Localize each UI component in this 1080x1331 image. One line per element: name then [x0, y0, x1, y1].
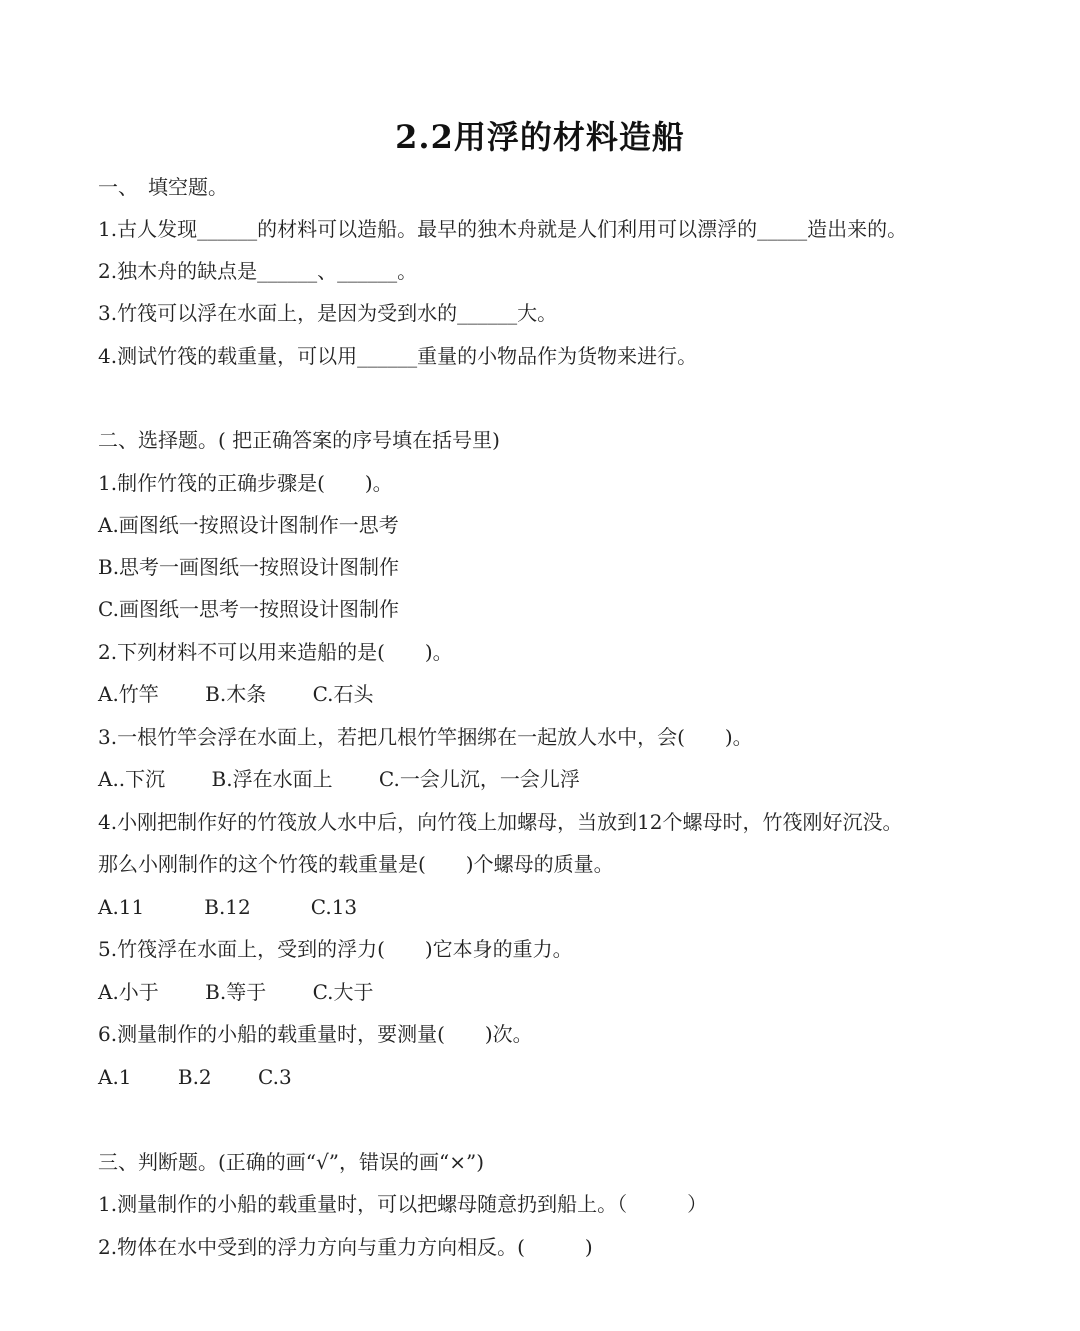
page-title: 2.2用浮的材料造船	[395, 118, 685, 156]
fill-blank-question-1: 1.古人发现______的材料可以造船。最早的独木舟就是人们利用可以漂浮的_____造出来的。	[98, 217, 908, 241]
choice-option-line: A.小于 B.等于 C.大于	[98, 980, 374, 1004]
choice-option-line: C.画图纸一思考一按照设计图制作	[98, 597, 399, 621]
true-false-question-2: 2.物体在水中受到的浮力方向与重力方向相反。( )	[98, 1235, 593, 1259]
choice-option-line: A.11 B.12 C.13	[98, 895, 358, 919]
fill-blank-question-3: 3.竹筏可以浮在水面上，是因为受到水的______大。	[98, 301, 558, 325]
fill-blank-question-4: 4.测试竹筏的载重量，可以用______重量的小物品作为货物来进行。	[98, 344, 698, 368]
choice-question-4: 4.小刚把制作好的竹筏放人水中后，向竹筏上加螺母，当放到12个螺母时，竹筏刚好沉没。	[98, 810, 903, 834]
section-heading-fill-blank: 一、 填空题。	[98, 175, 228, 199]
choice-option-line: A.画图纸一按照设计图制作一思考	[98, 513, 399, 537]
choice-question-5: 5.竹筏浮在水面上，受到的浮力( )它本身的重力。	[98, 937, 573, 961]
section-heading-true-false: 三、判断题。(正确的画“√”，错误的画“×”)	[98, 1150, 485, 1174]
choice-question-4-continued: 那么小刚制作的这个竹筏的载重量是( )个螺母的质量。	[98, 852, 614, 876]
choice-option-line: A.竹竿 B.木条 C.石头	[98, 682, 374, 706]
choice-question-6: 6.测量制作的小船的载重量时，要测量( )次。	[98, 1022, 533, 1046]
section-heading-multiple-choice: 二、选择题。( 把正确答案的序号填在括号里)	[98, 428, 500, 452]
choice-option-line: A..下沉 B.浮在水面上 C.一会儿沉，一会儿浮	[98, 767, 580, 791]
choice-question-3: 3.一根竹竿会浮在水面上，若把几根竹竿捆绑在一起放人水中，会( )。	[98, 725, 753, 749]
choice-question-2: 2.下列材料不可以用来造船的是( )。	[98, 640, 453, 664]
fill-blank-question-2: 2.独木舟的缺点是______、______。	[98, 259, 418, 283]
choice-option-line: B.思考一画图纸一按照设计图制作	[98, 555, 400, 579]
true-false-question-1: 1.测量制作的小船的载重量时，可以把螺母随意扔到船上。（ ）	[98, 1192, 708, 1216]
choice-question-1: 1.制作竹筏的正确步骤是( )。	[98, 471, 393, 495]
choice-option-line: A.1 B.2 C.3	[98, 1065, 292, 1089]
